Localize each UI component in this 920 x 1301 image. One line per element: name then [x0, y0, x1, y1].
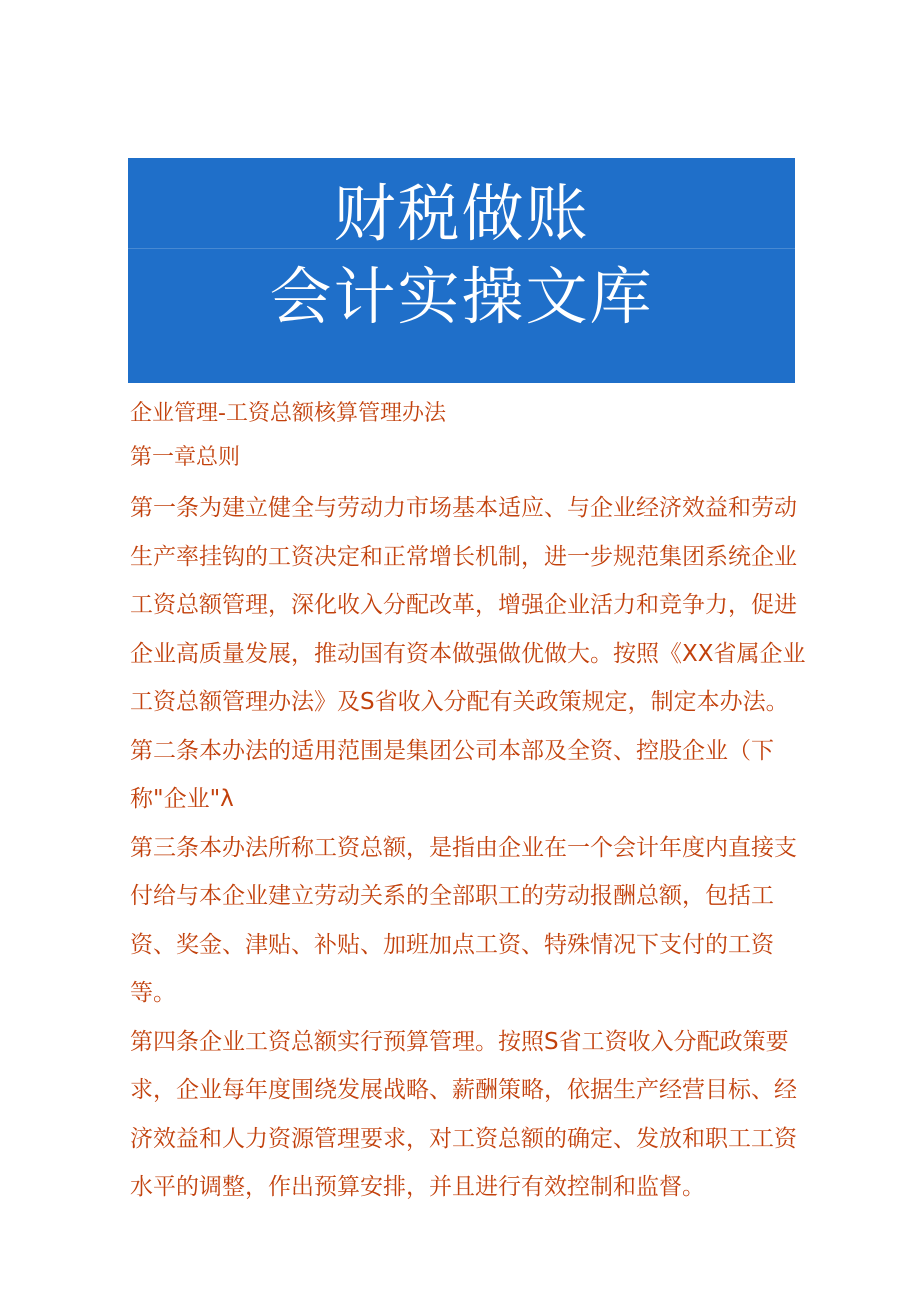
header-banner: [128, 158, 795, 383]
article-1: 第一条为建立健全与劳动力市场基本适应、与企业经济效益和劳动生产率挂钩的工资决定和正常增长机制，进一步规范集团系统企业工资总额管理，深化收入分配改革，增强企业活力和竞争力，促进企业高质量发展，推动国有资本做强做优做大。按照《XX省属企业工资总额管理办法》及S省收入分配有关政策规定，制定本办法。: [130, 495, 806, 715]
banner-title-line2: 会计实操文库: [269, 260, 654, 333]
article-3: 第三条本办法所称工资总额，是指由企业在一个会计年度内直接支付给与本企业建立劳动关系的全部职工的劳动报酬总额，包括工资、奖金、津贴、补贴、加班加点工资、特殊情况下支付的工资等。: [130, 834, 797, 1006]
document-title: 企业管理-工资总额核算管理办法: [130, 401, 446, 426]
banner-title-line1: 财税做账: [333, 177, 590, 250]
article-2: 第二条本办法的适用范围是集团公司本部及全资、控股企业（下称"企业"λ: [130, 737, 774, 812]
banner-divider: [128, 248, 795, 249]
document-body: [130, 396, 810, 1212]
chapter-heading: 第一章总则: [130, 445, 241, 470]
article-4: 第四条企业工资总额实行预算管理。按照S省工资收入分配政策要求，企业每年度围绕发展战略、薪酬策略，依据生产经营目标、经济效益和人力资源管理要求，对工资总额的确定、发放和职工工资水平的调整，作出预算安排，并且进行有效控制和监督。: [130, 1028, 797, 1200]
